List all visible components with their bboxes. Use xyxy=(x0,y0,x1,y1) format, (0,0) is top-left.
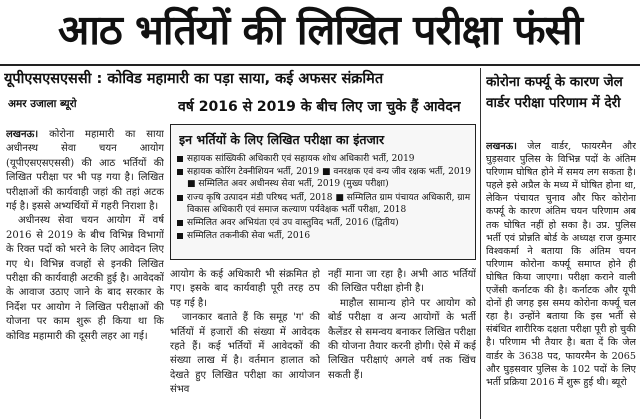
bullet-icon xyxy=(177,233,183,239)
exam-list-item: सहायक सांख्यिकी अधिकारी एवं सहायक शोध अधिकारी भर्ती, 2019 xyxy=(177,153,473,165)
exam-list-box xyxy=(170,124,476,260)
headline: आठ भर्तियों की लिखित परीक्षा फंसी xyxy=(58,6,582,54)
exam-list-item: राज्य कृषि उत्पादन मंडी परिषद भर्ती, 2018 ■ सम्मिलित ग्राम पंचायत अधिकारी, ग्राम विकास अधिकारी एवं समाज कल्याण पर्यवेक्षक भर्ती परीक्षा, 2018 xyxy=(177,192,473,216)
exam-list xyxy=(177,153,473,243)
side-story-body xyxy=(486,140,636,416)
main-story-para-3: आयोग के कई अधिकारी भी संक्रमित हो गए। इसके बाद कार्यवाही पूरी तरह ठप पड़ गई है। xyxy=(170,269,320,309)
main-story-column-1 xyxy=(6,128,164,416)
column-divider xyxy=(480,68,481,419)
main-story-para-2: अधीनस्थ सेवा चयन आयोग में वर्ष 2016 से 2019 के बीच विभिन्न विभागों के रिक्त पदों को भरने के लिए आवेदन लिए गए थे। विभिन्न वजहों से इनकी लिखित परीक्षा की कार्यवाही अटकी हुई है। आवेदकों के आवाज उठाए जाने के बाद सरकार के निर्देश पर आयोग ने लिखित परीक्षाओं की योजना पर काम शुरू ही किया था कि कोविड महामारी की दूसरी लहर आ गई। xyxy=(6,215,164,342)
main-story-column-2 xyxy=(170,268,320,416)
main-story-para-5: नहीं माना जा रहा है। अभी आठ भर्तियों की लिखित परीक्षा होनी है। xyxy=(328,269,476,295)
bullet-icon xyxy=(177,169,183,175)
main-story-column-3 xyxy=(328,268,476,416)
side-story-text: जेल वार्डर, फायरमैन और घुड़सवार पुलिस के विभिन्न पदों के अंतिम परिणाम घोषित होने में समय लग सकता है। पहले इसे अप्रैल के मध्य में घोषित होना था, लेकिन पंचायत चुनाव और फिर कोरोना कर्फ्यू के कारण अंतिम चयन परिणाम अब तक घोषित नहीं हो सका है। उप्र. पुलिस भर्ती एवं प्रोन्नति बोर्ड के अध्यक्ष राज कुमार विश्वकर्मा ने बताया कि अंतिम चयन परिणाम कोरोना कर्फ्यू समाप्त होने ही घोषित किया जाएगा। परीक्षा कराने वाली एजेंसी कर्नाटक की है। कर्नाटक और यूपी दोनों ही जगह इस समय कोरोना कर्फ्यू चल रहा है। उन्होंने बताया कि इस भर्ती से संबंधित शारीरिक दक्षता परीक्षा पूरी हो चुकी है। परिणाम भी तैयार है। बता दें कि जेल वार्डर के 3638 पद, फायरमैन के 2065 और घुड़सवार पुलिस के 102 पदों के लिए भर्ती प्रक्रिया 2016 में शुरू हुई थी। ब्यूरो xyxy=(486,141,636,388)
side-dateline: लखनऊ। xyxy=(486,141,517,152)
byline: अमर उजाला ब्यूरो xyxy=(8,98,77,110)
headline-rule xyxy=(0,64,640,66)
subheadline: यूपीएसएसएससी : कोविड महामारी का पड़ा साया, कई अफसर संक्रमित xyxy=(4,71,384,87)
bullet-icon xyxy=(177,220,183,226)
deck-headline: वर्ष 2016 से 2019 के बीच लिए जा चुके हैं आवेदन xyxy=(178,99,461,115)
main-story-para-1: लखनऊ। कोरोना महामारी का साया अधीनस्थ सेवा चयन आयोग (यूपीएसएसएससी) की आठ भर्तियों की लिखित परीक्षा पर भी पड़ गया है। लिखित परीक्षाओं की कार्यवाही जहां की तहां अटक गई है। इससे अभ्यर्थियों में गहरी निराशा है। xyxy=(6,129,164,213)
side-story-title: कोरोना कर्फ्यू के कारण जेल वार्डर परीक्षा परिणाम में देरी xyxy=(486,74,623,111)
main-story-para-6: माहौल सामान्य होने पर आयोग को बोर्ड परीक्षा व अन्य आयोगों के भर्ती कैलेंडर से समन्वय बनाकर लिखित परीक्षा की योजना तैयार करनी होगी। ऐसे में कई लिखित परीक्षाएं अगले वर्ष तक खिंच सकती हैं। xyxy=(328,297,476,381)
exam-list-item: सम्मिलित अवर अभियंता एवं उप वास्तुविद भर्ती, 2016 (द्वितीय) xyxy=(177,217,473,229)
exam-list-item: सम्मिलित तकनीकी सेवा भर्ती, 2016 xyxy=(177,230,473,242)
bullet-icon xyxy=(177,156,183,162)
bullet-icon xyxy=(177,195,183,201)
main-story-para-4: जानकार बताते हैं कि समूह 'ग' की भर्तियों में हजारों की संख्या में आवेदक रहते हैं। कई भर्तियों में आवेदकों की संख्या लाख में है। वर्तमान हालात को देखते हुए लिखित परीक्षा का आयोजन संभव xyxy=(170,312,320,396)
exam-list-title: इन भर्तियों के लिए लिखित परीक्षा का इंतजार xyxy=(179,132,385,147)
dateline: लखनऊ। xyxy=(6,129,39,140)
exam-list-item: सहायक कोरिंग टेक्नीशियन भर्ती, 2019 ■ वनरक्षक एवं वन्य जीव रक्षक भर्ती, 2019 ■ सम्मिलित अवर अधीनस्थ सेवा भर्ती, 2019 (मुख्य परीक्षा) xyxy=(177,166,473,190)
